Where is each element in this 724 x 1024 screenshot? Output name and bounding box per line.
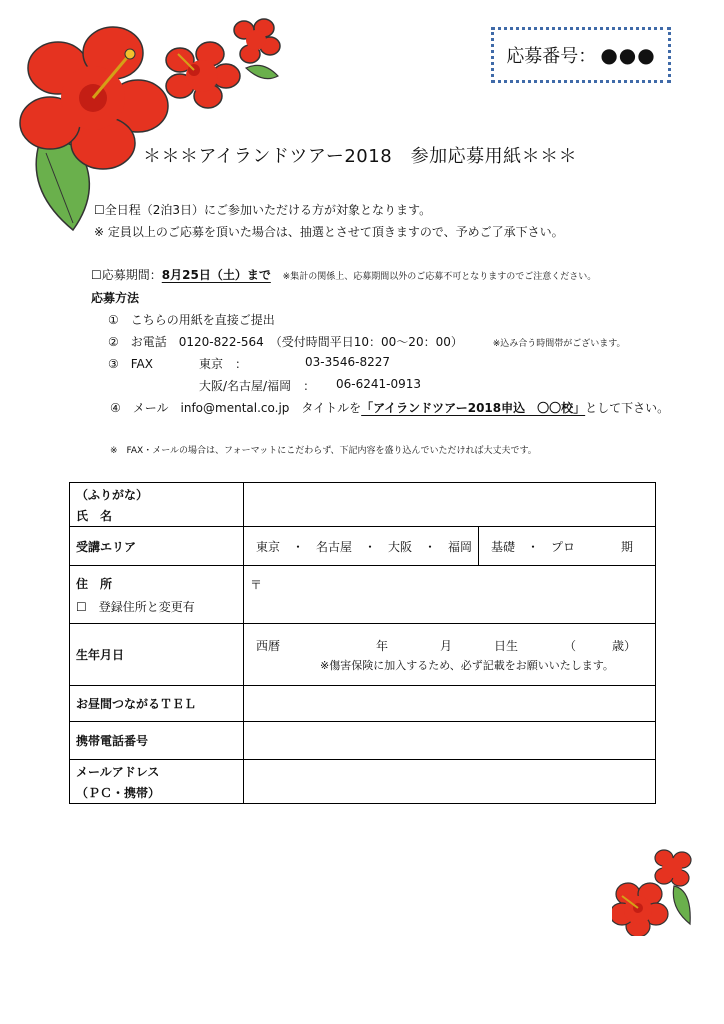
hibiscus-decoration-bottom — [612, 846, 702, 936]
period-date: 8月25日（土）まで — [161, 268, 271, 282]
birthday-insurance-note: ※傷害保険に加入するため、必ず記載をお願いいたします。 — [320, 658, 614, 672]
method-phone — [108, 333, 626, 350]
eligibility-note: ☐全日程（2泊3日）にご参加いただける方が対象となります。 — [94, 203, 432, 217]
course-term-suffix: 期 — [620, 539, 633, 554]
birthday-input-cell[interactable] — [244, 624, 656, 686]
method-email — [110, 399, 669, 416]
form-row-email — [70, 760, 656, 804]
name-input-cell[interactable] — [244, 483, 656, 527]
fax-osaka-label: 大阪/名古屋/福岡 ： — [199, 379, 316, 393]
postal-mark: 〒 — [250, 578, 263, 592]
mobile-label: 携帯電話番号 — [70, 722, 244, 760]
form-row-birthday — [70, 624, 656, 686]
birthday-era: 西暦 — [256, 638, 281, 653]
birthday-label: 生年月日 — [70, 624, 244, 686]
address-label-cell — [70, 566, 244, 624]
page-title: ＊＊＊アイランドツアー2018 参加応募用紙＊＊＊ — [143, 146, 578, 167]
email-label-cell — [70, 760, 244, 804]
area-label: 受講エリア — [70, 527, 244, 566]
method-phone-note: ※込み合う時間帯がございます。 — [492, 339, 626, 349]
fax-osaka-number: 06-6241-0913 — [336, 377, 422, 391]
method-email-subject: 「アイランドツアー2018申込 〇〇校」 — [361, 401, 586, 415]
furigana-label: （ふりがな） — [76, 487, 149, 502]
area-input-cell[interactable] — [244, 527, 656, 566]
birthday-month-unit: 月 — [440, 638, 453, 653]
address-input-cell[interactable] — [244, 566, 656, 624]
birthday-day-unit: 日生 — [494, 638, 519, 653]
course-level-cell[interactable] — [479, 527, 655, 565]
email-input-cell[interactable] — [244, 760, 656, 804]
area-options: 東京 ・ 名古屋 ・ 大阪 ・ 福岡 — [256, 539, 473, 554]
application-number-value: ●●● — [600, 43, 656, 67]
method-submit-directly: ① こちらの用紙を直接ご提出 — [108, 313, 275, 327]
area-options-cell[interactable] — [244, 527, 479, 565]
form-row-name — [70, 483, 656, 527]
application-number-box — [491, 27, 671, 83]
fax-tokyo-number: 03-3546-8227 — [305, 355, 391, 369]
application-period — [91, 266, 596, 283]
course-level-options: 基礎 ・ プロ — [491, 539, 576, 554]
method-phone-text: ② お電話 0120-822-564 （受付時間平日10：00～20：00） — [108, 335, 463, 349]
daytime-tel-input-cell[interactable] — [244, 686, 656, 722]
birthday-age: （ 歳） — [564, 638, 637, 653]
form-row-mobile — [70, 722, 656, 760]
fax-tokyo-label: 東京 ： — [199, 357, 248, 371]
method-email-prefix: ④ メール info@mental.co.jp タイトルを — [110, 401, 362, 415]
name-label-cell — [70, 483, 244, 527]
name-label: 氏 名 — [76, 508, 113, 523]
birthday-year-unit: 年 — [376, 638, 389, 653]
form-row-area — [70, 527, 656, 566]
period-note: ※集計の関係上、応募期間以外のご応募不可となりますのでご注意ください。 — [282, 272, 597, 282]
address-change-checkbox[interactable]: ☐ 登録住所と変更有 — [76, 599, 195, 614]
mobile-input-cell[interactable] — [244, 722, 656, 760]
methods-heading: 応募方法 — [91, 291, 140, 305]
format-footnote: ※ FAX・メールの場合は、フォーマットにこだわらず、下記内容を盛り込んでいただければ大丈夫です。 — [110, 446, 537, 456]
email-sublabel: （ＰＣ・携帯） — [76, 785, 161, 800]
method-fax-label: ③ FAX — [108, 357, 153, 371]
form-row-address — [70, 566, 656, 624]
application-number-label: 応募番号： — [506, 46, 597, 67]
application-form-table — [69, 482, 656, 804]
email-label: メールアドレス — [76, 764, 160, 779]
address-label: 住 所 — [76, 576, 113, 591]
form-row-daytime-tel — [70, 686, 656, 722]
daytime-tel-label: お昼間つながるＴＥＬ — [70, 686, 244, 722]
period-label: ☐応募期間： — [91, 268, 162, 282]
method-email-suffix: として下さい。 — [585, 401, 670, 415]
capacity-note: ※ 定員以上のご応募を頂いた場合は、抽選とさせて頂きますので、予めご了承下さい。 — [94, 225, 564, 239]
